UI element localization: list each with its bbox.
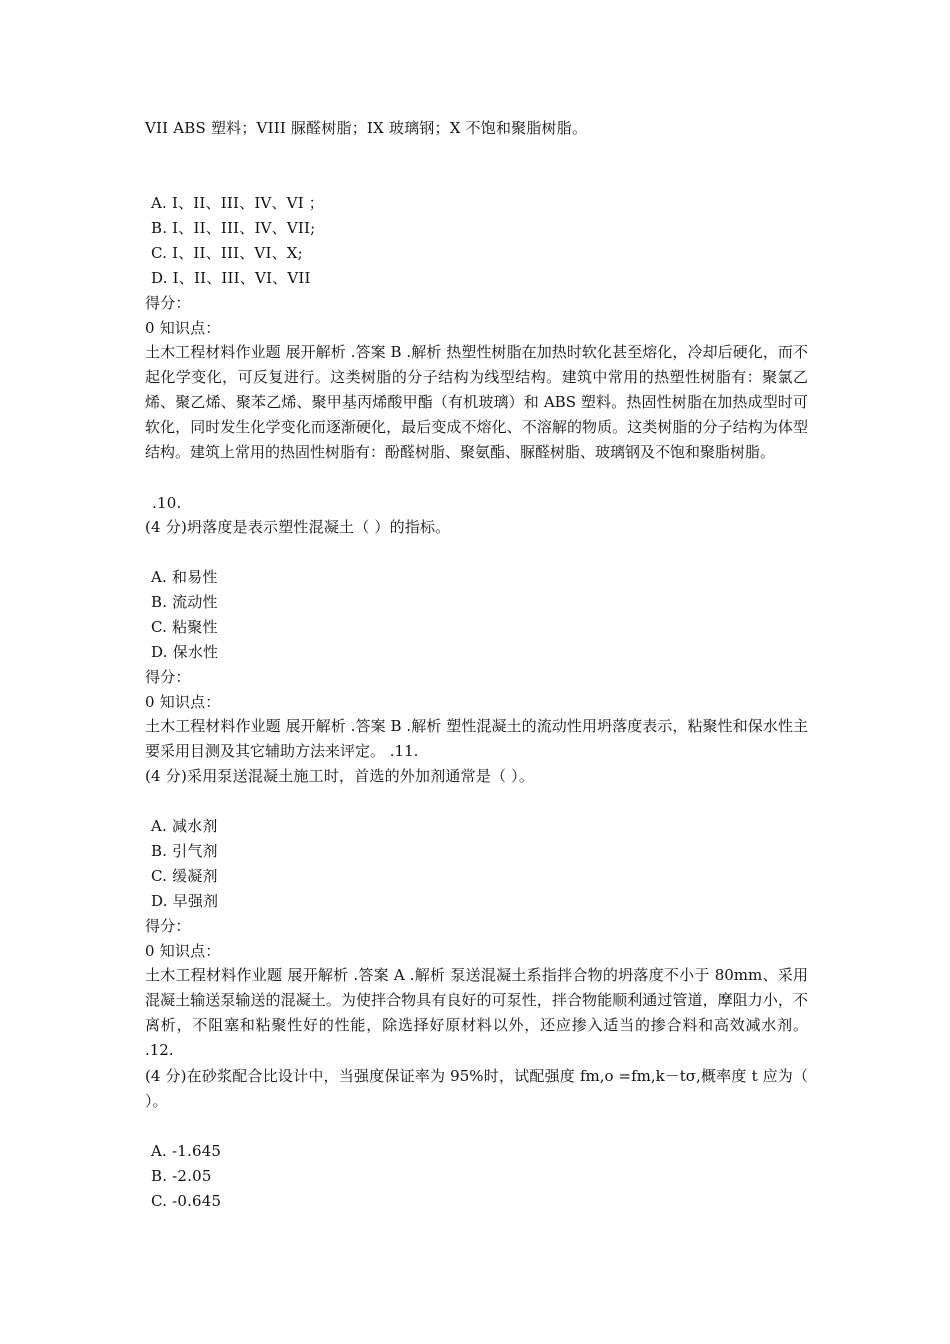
q9-score-label: 得分：: [145, 294, 191, 312]
q11-option-a: A. 减水剂: [151, 817, 218, 835]
q10-option-c: C. 粘聚性: [151, 618, 218, 636]
q10-option-b: B. 流动性: [151, 593, 218, 611]
q11-score-label: 得分：: [145, 917, 191, 935]
q12-question: (4 分)在砂浆配合比设计中，当强度保证率为 95%时，试配强度 fm,o =fm,k－tσ,概率度 t 应为（ ）。: [145, 1067, 808, 1110]
q9-knowledge-point: 0 知识点：: [145, 319, 221, 337]
q9-option-a: A. I、II、III、IV、VI ；: [151, 194, 325, 212]
q9-option-d: D. I、II、III、VI、VII: [151, 269, 311, 287]
q10-question: (4 分)坍落度是表示塑性混凝土（ ）的指标。: [145, 518, 451, 536]
q9-option-b: B. I、II、III、IV、VII;: [151, 219, 316, 237]
q11-knowledge-point: 0 知识点：: [145, 942, 221, 960]
q9-option-c: C. I、II、III、VI、X;: [151, 244, 303, 262]
q9-analysis: 土木工程材料作业题 展开解析 .答案 B .解析 热塑性树脂在加热时软化甚至熔化，冷却后硬化，而不起化学变化，可反复进行。这类树脂的分子结构为线型结构。建筑中常用的热塑性树脂有：聚氯乙烯、聚乙烯、聚苯乙烯、聚甲基丙烯酸甲酯（有机玻璃）和 ABS 塑料。热固性树脂在加热成型时可软化，同时发生化学变化而逐渐硬化，最后变成不熔化、不溶解的物质。这类树脂的分子结构为体型结构。建筑上常用的热固性树脂有：酚醛树脂、聚氨酯、脲醛树脂、玻璃钢及不饱和聚脂树脂。: [145, 343, 808, 461]
q12-option-b: B. -2.05: [151, 1167, 212, 1185]
q10-option-d: D. 保水性: [151, 643, 219, 661]
q10-knowledge-point: 0 知识点：: [145, 693, 221, 711]
q10-score-label: 得分：: [145, 668, 191, 686]
q11-analysis: 土木工程材料作业题 展开解析 .答案 A .解析 泵送混凝土系指拌合物的坍落度不小于 80mm、采用混凝土输送泵输送的混凝土。为使拌合物具有良好的可泵性，拌合物能顺利通过管道，摩阻力小，不离析，不阻塞和粘聚性好的性能，除选择好原材料以外，还应掺入适当的掺合料和高效减水剂。 .12.: [145, 966, 808, 1059]
q11-option-d: D. 早强剂: [151, 892, 219, 910]
q10-number: .10.: [152, 494, 182, 512]
intro-line: VII ABS 塑料；VIII 脲醛树脂；IX 玻璃钢；X 不饱和聚脂树脂。: [145, 119, 588, 137]
q10-option-a: A. 和易性: [151, 568, 218, 586]
q11-question: (4 分)采用泵送混凝土施工时，首选的外加剂通常是（ ）。: [145, 767, 535, 785]
q11-option-b: B. 引气剂: [151, 842, 218, 860]
q12-option-c: C. -0.645: [151, 1192, 222, 1210]
q11-option-c: C. 缓凝剂: [151, 867, 218, 885]
q12-option-a: A. -1.645: [151, 1142, 222, 1160]
q10-analysis: 土木工程材料作业题 展开解析 .答案 B .解析 塑性混凝土的流动性用坍落度表示，粘聚性和保水性主要采用目测及其它辅助方法来评定。 .11.: [145, 717, 808, 760]
